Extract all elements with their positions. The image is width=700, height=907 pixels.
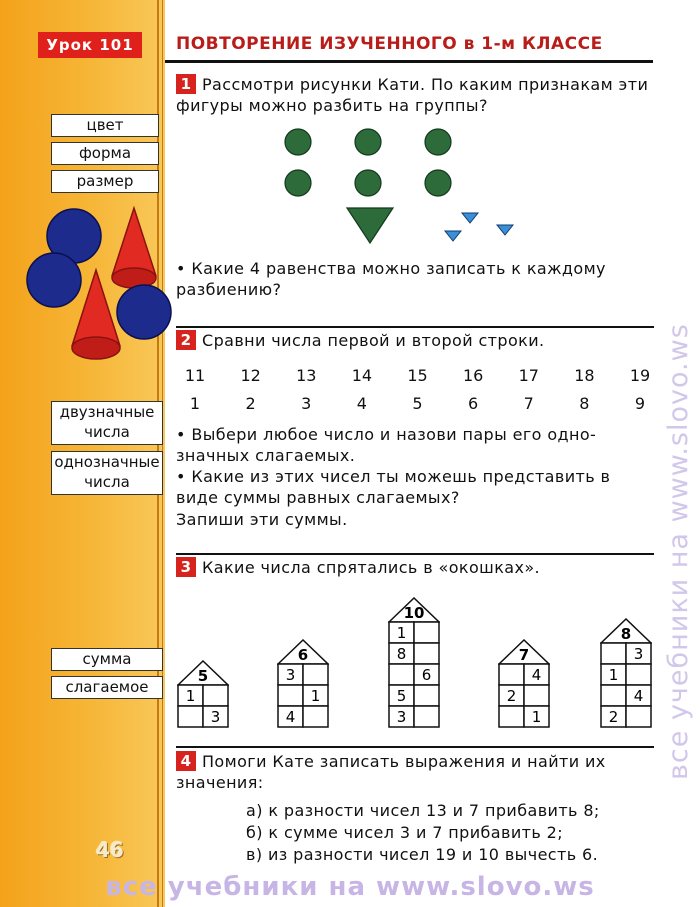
house-window	[414, 706, 439, 727]
house-roof-number: 6	[297, 646, 309, 664]
task1-heading	[176, 74, 654, 116]
house-window-number: 3	[396, 708, 407, 726]
number-cell: 4	[356, 394, 367, 413]
number-cell: 19	[629, 366, 651, 385]
tag-one-digit-line1: однозначные	[54, 453, 160, 471]
house-window	[303, 664, 328, 685]
house-window-number: 8	[396, 645, 407, 663]
green-circle	[425, 170, 451, 196]
green-circle	[285, 129, 311, 155]
house-window	[414, 685, 439, 706]
house-window-number: 5	[396, 687, 407, 705]
big-blue-circle-2	[27, 253, 81, 307]
big-blue-circle-3	[117, 285, 171, 339]
house	[498, 639, 550, 728]
task2-line3: Запиши эти суммы.	[176, 510, 348, 529]
number-cell: 11	[184, 366, 206, 385]
house-window-number: 2	[608, 708, 619, 726]
blue-small-triangle	[497, 225, 513, 235]
house-window	[203, 685, 228, 706]
house-window	[524, 685, 549, 706]
header-rule	[165, 60, 653, 63]
tag-one-digit	[51, 451, 163, 495]
green-circle	[425, 129, 451, 155]
house-window	[389, 664, 414, 685]
number-cell: 7	[523, 394, 534, 413]
tag-sum: сумма	[51, 648, 163, 671]
house-window-number: 3	[633, 645, 644, 663]
house	[177, 660, 229, 728]
house-window-number: 1	[531, 708, 542, 726]
blue-small-triangle	[462, 213, 478, 223]
number-cell: 6	[468, 394, 479, 413]
task2-row2	[180, 394, 655, 413]
page-number: 46	[96, 838, 124, 862]
task3-number: 3	[176, 557, 196, 577]
tag-shape: форма	[51, 142, 159, 165]
number-cell: 3	[301, 394, 312, 413]
house	[277, 639, 329, 728]
house-window	[601, 685, 626, 706]
task1-question: • Какие 4 равенства можно записать к каждому разбиению?	[176, 259, 606, 299]
task4-item-a: а) к разности чисел 13 и 7 прибавить 8;	[246, 801, 600, 820]
number-cell: 2	[245, 394, 256, 413]
task1-figures	[275, 122, 525, 252]
shapes-illustration	[22, 198, 172, 368]
task2-bullet2: • Какие из этих чисел ты можешь представить в виде суммы равных слагаемых?	[176, 467, 611, 507]
house-window	[626, 664, 651, 685]
house-window-number: 4	[285, 708, 296, 726]
tag-color: цвет	[51, 114, 159, 137]
house-roof-number: 8	[620, 625, 632, 643]
house-window	[626, 706, 651, 727]
house-window-number: 2	[506, 687, 517, 705]
green-circle	[355, 129, 381, 155]
house-window	[178, 706, 203, 727]
task4-rule	[176, 746, 654, 748]
number-cell: 8	[579, 394, 590, 413]
number-cell: 1	[189, 394, 201, 413]
task3-heading	[176, 557, 654, 578]
house-window	[278, 685, 303, 706]
task4-number: 4	[176, 751, 196, 771]
house-window-number: 1	[310, 687, 321, 705]
task4-text: Помоги Кате записать выражения и найти их значения:	[176, 752, 606, 792]
number-cell: 12	[240, 366, 261, 385]
number-cell: 9	[634, 394, 646, 413]
green-triangle	[347, 208, 393, 243]
task2-row1	[180, 366, 655, 385]
house-window-number: 4	[531, 666, 542, 684]
house-window	[414, 643, 439, 664]
house	[388, 597, 440, 728]
page-title: ПОВТОРЕНИЕ ИЗУЧЕННОГО в 1-м КЛАССЕ	[176, 34, 603, 54]
house-window-number: 6	[421, 666, 432, 684]
house	[600, 618, 652, 728]
tag-two-digit-line2: числа	[84, 423, 130, 441]
task2-bullet1: • Выбери любое число и назови пары его одно-значных слагаемых.	[176, 425, 597, 465]
tag-two-digit-line1: двузначные	[59, 403, 155, 421]
house-window-number: 1	[185, 687, 196, 705]
task4-item-c: в) из разности чисел 19 и 10 вычесть 6.	[246, 845, 599, 864]
house-window-number: 1	[396, 624, 407, 642]
watermark-bottom: все учебники на www.slovo.ws	[105, 872, 595, 902]
house-roof-number: 7	[518, 646, 530, 664]
house-window-number: 1	[608, 666, 619, 684]
house-window-number: 3	[210, 708, 221, 726]
house-roof-number: 10	[403, 604, 425, 622]
house-window-number: 3	[285, 666, 296, 684]
task4-item-b: б) к сумме чисел 3 и 7 прибавить 2;	[246, 823, 564, 842]
blue-small-triangle	[445, 231, 461, 241]
tag-size: размер	[51, 170, 159, 193]
watermark-side: все учебники на www.slovo.ws	[663, 323, 694, 780]
house-window	[414, 622, 439, 643]
number-cell: 17	[518, 366, 539, 385]
task2-heading	[176, 330, 654, 351]
house-window	[601, 643, 626, 664]
lesson-badge: Урок 101	[38, 32, 142, 58]
house-roof-number: 5	[197, 667, 209, 685]
task3-text: Какие числа спрятались в «окошках».	[202, 558, 541, 577]
number-cell: 16	[462, 366, 484, 385]
number-cell: 14	[351, 366, 373, 385]
number-cell: 15	[407, 366, 428, 385]
house-window	[499, 664, 524, 685]
tag-addend: слагаемое	[51, 676, 163, 699]
task3-rule	[176, 553, 654, 555]
tag-two-digit	[51, 401, 163, 445]
number-cell: 5	[412, 394, 423, 413]
number-cell: 18	[574, 366, 595, 385]
task1-number: 1	[176, 74, 196, 94]
green-circle	[285, 170, 311, 196]
house-window	[499, 706, 524, 727]
number-cell: 13	[296, 366, 317, 385]
task4-heading	[176, 751, 654, 793]
task2-rule	[176, 326, 654, 328]
house-window-number: 4	[633, 687, 644, 705]
task1-text: Рассмотри рисунки Кати. По каким признакам эти фигуры можно разбить на группы?	[176, 75, 649, 115]
task2-number: 2	[176, 330, 196, 350]
house-window	[303, 706, 328, 727]
green-circle	[355, 170, 381, 196]
task2-text: Сравни числа первой и второй строки.	[202, 331, 545, 350]
tag-one-digit-line2: числа	[84, 473, 130, 491]
